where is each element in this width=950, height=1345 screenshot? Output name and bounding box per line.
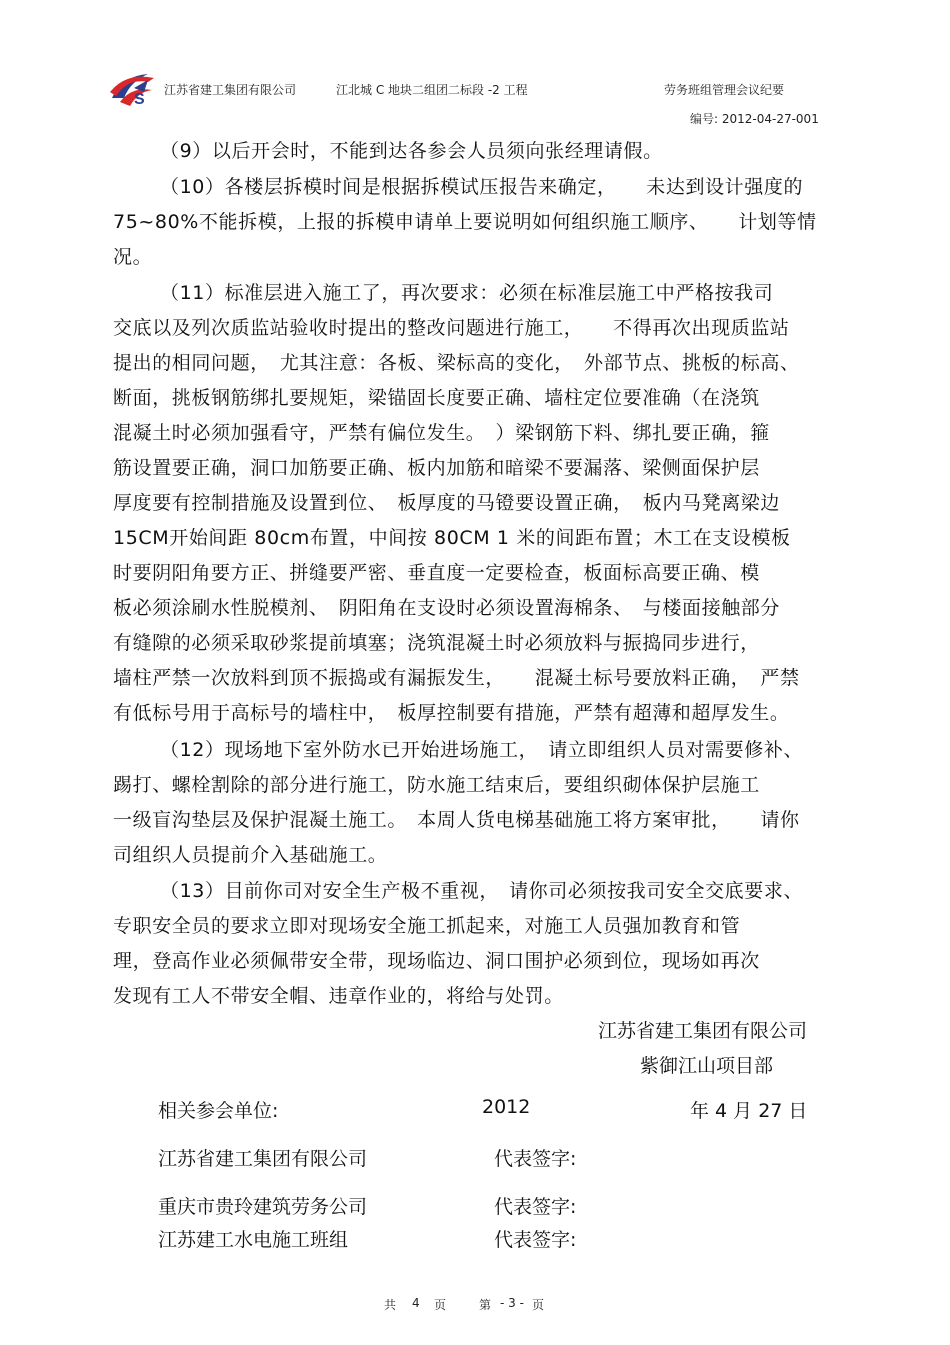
body-line: 厚度要有控制措施及设置到位、 板厚度的马镫要设置正确， 板内马凳离梁边 [113, 492, 781, 514]
date-rest: 年 4 月 27 日 [690, 1100, 808, 1122]
body-line: 筋设置要正确，洞口加筋要正确、板内加筋和暗梁不要漏落、梁侧面保护层 [113, 457, 760, 479]
attendees-label: 相关参会单位: [158, 1100, 279, 1122]
footer-total-pages: 4 [412, 1296, 420, 1310]
body-line: 有低标号用于高标号的墙柱中， 板厚控制要有措施，严禁有超薄和超厚发生。 [113, 702, 790, 724]
header-project: 江北城 C 地块二组团二标段 -2 工程 [336, 83, 528, 97]
body-line: 时要阴阳角要方正、拼缝要严密、垂直度一定要检查，板面标高要正确、模 [113, 562, 760, 584]
body-line: 一级盲沟垫层及保护混凝土施工。 本周人货电梯基础施工将方案审批， 请你 [113, 809, 800, 831]
signature-dept: 紫御江山项目部 [640, 1055, 774, 1077]
body-line: 理，登高作业必须佩带安全带，现场临边、洞口围护必须到位，现场如再次 [113, 950, 760, 972]
date-year: 2012 [482, 1096, 531, 1118]
body-line: 75~80%不能拆模，上报的拆模申请单上要说明如何组织施工顺序、 计划等情 [113, 211, 817, 233]
footer-current-unit: 页 [532, 1298, 545, 1312]
body-line: 踢打、螺栓割除的部分进行施工，防水施工结束后，要组织砌体保护层施工 [113, 774, 760, 796]
body-line: 板必须涂刷水性脱模剂、 阴阳角在支设时必须设置海棉条、 与楼面接触部分 [113, 597, 781, 619]
attendee-unit: 江苏建工水电施工班组 [158, 1229, 349, 1251]
attendee-unit: 重庆市贵玲建筑劳务公司 [158, 1196, 368, 1218]
body-line: 况。 [113, 246, 153, 268]
signature-org: 江苏省建工集团有限公司 [598, 1020, 808, 1042]
body-line: 发现有工人不带安全帽、违章作业的，将给与处罚。 [113, 985, 564, 1007]
body-line: 有缝隙的必须采取砂浆提前填塞；浇筑混凝土时必须放料与振捣同步进行， [113, 632, 760, 654]
footer-current-label: 第 [479, 1298, 492, 1312]
body-line: 15CM开始间距 80cm布置，中间按 80CM 1 米的间距布置；木工在支设模板 [113, 527, 791, 549]
body-line: 断面，挑板钢筋绑扎要规矩，梁锚固长度要正确、墙柱定位要准确（在浇筑 [113, 387, 760, 409]
body-line: （11）标准层进入施工了，再次要求：必须在标准层施工中严格按我司 [160, 282, 774, 304]
svg-text:S: S [134, 91, 145, 108]
company-logo-icon [108, 68, 156, 114]
header-doc-number: 编号: 2012-04-27-001 [690, 112, 819, 126]
footer-total-label: 共 [384, 1298, 397, 1312]
body-line: 混凝土时必须加强看守，严禁有偏位发生。 ）梁钢筋下料、绑扎要正确，箍 [113, 422, 770, 444]
body-line: 提出的相同问题， 尤其注意：各板、梁标高的变化， 外部节点、挑板的标高、 [113, 352, 800, 374]
body-line: （10）各楼层拆模时间是根据拆模试压报告来确定， 未达到设计强度的 [160, 176, 804, 198]
body-line: 墙柱严禁一次放料到顶不振捣或有漏振发生， 混凝土标号要放料正确， 严禁 [113, 667, 800, 689]
body-line: 司组织人员提前介入基础施工。 [113, 844, 388, 866]
body-line: （13）目前你司对安全生产极不重视， 请你司必须按我司安全交底要求、 [160, 880, 804, 902]
attendee-sign-label: 代表签字: [494, 1148, 577, 1170]
attendee-sign-label: 代表签字: [494, 1196, 577, 1218]
body-line: （12）现场地下室外防水已开始进场施工， 请立即组织人员对需要修补、 [160, 739, 804, 761]
attendee-unit: 江苏省建工集团有限公司 [158, 1148, 368, 1170]
footer-page-unit: 页 [434, 1298, 447, 1312]
body-line: 交底以及列次质监站验收时提出的整改问题进行施工， 不得再次出现质监站 [113, 317, 790, 339]
header-company: 江苏省建工集团有限公司 [164, 83, 297, 97]
footer-current-page: - 3 - [500, 1296, 524, 1310]
attendee-sign-label: 代表签字: [494, 1229, 577, 1251]
header-doc-title: 劳务班组管理会议纪要 [664, 83, 785, 97]
body-line: 专职安全员的要求立即对现场安全施工抓起来，对施工人员强加教育和管 [113, 915, 741, 937]
body-line: （9）以后开会时，不能到达各参会人员须向张经理请假。 [160, 140, 663, 162]
